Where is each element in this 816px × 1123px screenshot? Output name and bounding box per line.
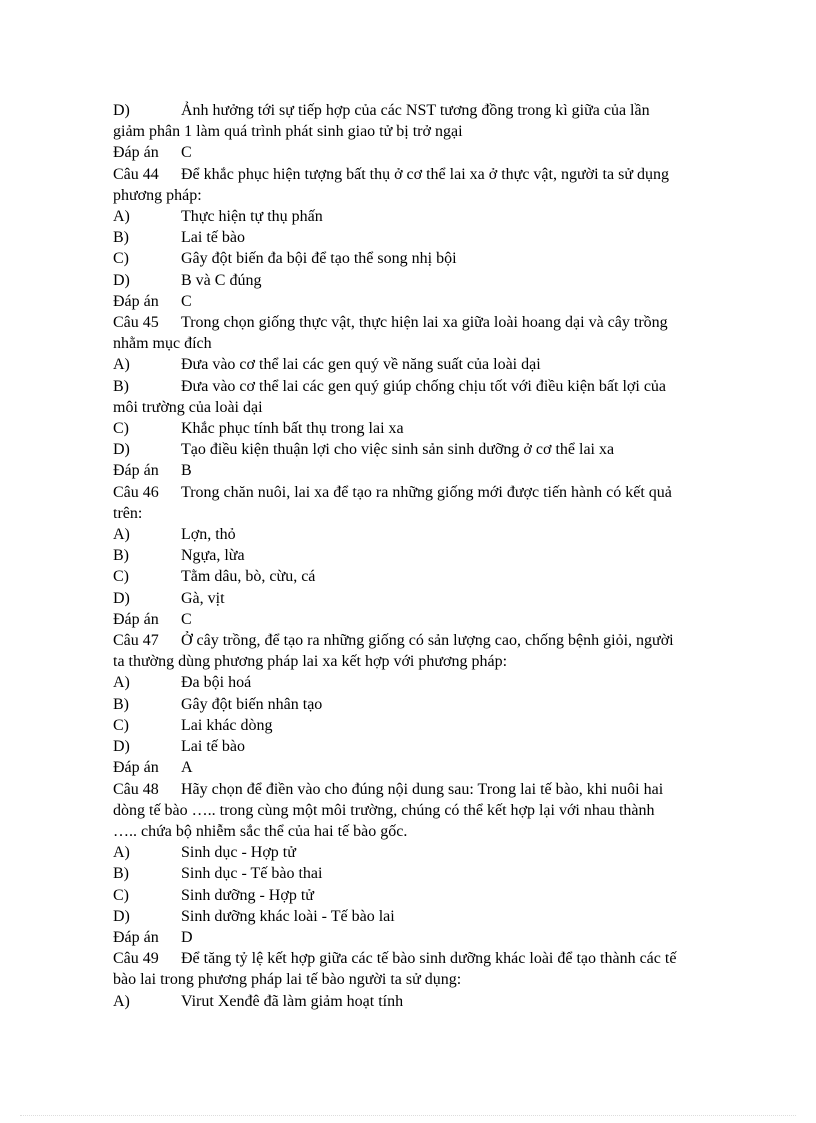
- option-line: [113, 566, 733, 587]
- option-line: [113, 736, 733, 757]
- continuation-line: [113, 800, 733, 821]
- line-text: dòng tế bào ….. trong cùng một môi trường, chúng có thể kết hợp lại với nhau thành: [113, 801, 655, 819]
- line-text: Gà, vịt: [181, 589, 225, 607]
- option-line: [113, 863, 733, 884]
- option-line: [113, 439, 733, 460]
- answer-line: [113, 609, 733, 630]
- option-line: [113, 100, 733, 121]
- line-label: Câu 48: [113, 780, 159, 798]
- continuation-line: [113, 185, 733, 206]
- line-text: B: [181, 462, 192, 480]
- line-text: ….. chứa bộ nhiễm sắc thể của hai tế bào gốc.: [113, 822, 408, 840]
- line-text: Khắc phục tính bất thụ trong lai xa: [181, 420, 404, 438]
- line-label: A): [113, 674, 130, 692]
- line-label: B): [113, 377, 129, 395]
- line-label: C): [113, 716, 129, 734]
- question-line: [113, 779, 733, 800]
- line-text: Ở cây trồng, để tạo ra những giống có sản lượng cao, chống bệnh giỏi, người: [181, 632, 674, 650]
- continuation-line: [113, 503, 733, 524]
- option-line: [113, 524, 733, 545]
- line-text: Lợn, thỏ: [181, 526, 236, 544]
- option-line: [113, 206, 733, 227]
- option-line: [113, 270, 733, 291]
- line-text: Ảnh hưởng tới sự tiếp hợp của các NST tương đồng trong kì giữa của lần: [181, 102, 650, 119]
- answer-line: [113, 142, 733, 163]
- line-label: Đáp án: [113, 610, 159, 628]
- line-label: D): [113, 271, 130, 289]
- line-text: C: [181, 292, 192, 310]
- line-label: Đáp án: [113, 462, 159, 480]
- line-text: Gây đột biến nhân tạo: [181, 695, 323, 713]
- line-label: Đáp án: [113, 759, 159, 777]
- line-label: D): [113, 907, 130, 925]
- continuation-line: [113, 397, 733, 418]
- line-text: Tằm dâu, bò, cừu, cá: [181, 568, 316, 586]
- option-line: [113, 672, 733, 693]
- question-line: [113, 164, 733, 185]
- line-text: Sinh dưỡng khác loài - Tế bào lai: [181, 907, 395, 925]
- line-text: trên:: [113, 504, 143, 522]
- line-text: phương pháp:: [113, 186, 202, 204]
- option-line: [113, 842, 733, 863]
- option-line: [113, 885, 733, 906]
- option-line: [113, 906, 733, 927]
- line-label: B): [113, 547, 129, 565]
- line-text: Để tăng tỷ lệ kết hợp giữa các tế bào sinh dưỡng khác loài để tạo thành các tế: [181, 950, 677, 968]
- line-text: giảm phân 1 làm quá trình phát sinh giao tử bị trở ngại: [113, 123, 463, 141]
- continuation-line: [113, 333, 733, 354]
- continuation-line: [113, 969, 733, 990]
- line-text: Để khắc phục hiện tượng bất thụ ở cơ thể lai xa ở thực vật, người ta sử dụng: [181, 165, 669, 183]
- line-text: Đưa vào cơ thể lai các gen quý giúp chống chịu tốt với điều kiện bất lợi của: [181, 377, 667, 395]
- line-label: A): [113, 356, 130, 374]
- line-label: Đáp án: [113, 928, 159, 946]
- line-label: Câu 45: [113, 314, 159, 332]
- question-line: [113, 312, 733, 333]
- line-text: C: [181, 144, 192, 162]
- line-text: A: [181, 759, 193, 777]
- line-label: Câu 46: [113, 483, 159, 501]
- line-text: Gây đột biến đa bội để tạo thể song nhị bội: [181, 250, 457, 268]
- line-text: Trong chăn nuôi, lai xa để tạo ra những giống mới được tiến hành có kết quả: [181, 483, 672, 501]
- question-line: [113, 948, 733, 969]
- line-text: Trong chọn giống thực vật, thực hiện lai xa giữa loài hoang dại và cây trồng: [181, 314, 668, 332]
- line-label: D): [113, 441, 130, 459]
- line-label: C): [113, 886, 129, 904]
- page-bottom-rule: [20, 1115, 796, 1116]
- question-line: [113, 482, 733, 503]
- option-line: [113, 545, 733, 566]
- answer-line: [113, 460, 733, 481]
- option-line: [113, 418, 733, 439]
- line-text: bào lai trong phương pháp lai tế bào người ta sử dụng:: [113, 971, 462, 989]
- line-text: Ngựa, lừa: [181, 547, 245, 565]
- option-line: [113, 227, 733, 248]
- question-line: [113, 630, 733, 651]
- line-text: Thực hiện tự thụ phấn: [181, 208, 323, 226]
- option-line: [113, 376, 733, 397]
- line-text: Lai tế bào: [181, 738, 245, 756]
- line-label: A): [113, 844, 130, 862]
- line-label: A): [113, 992, 130, 1010]
- option-line: [113, 354, 733, 375]
- answer-line: [113, 927, 733, 948]
- continuation-line: [113, 821, 733, 842]
- option-line: [113, 991, 733, 1012]
- line-label: Đáp án: [113, 144, 159, 162]
- continuation-line: [113, 651, 733, 672]
- line-text: Sinh dưỡng - Hợp tử: [181, 886, 314, 904]
- option-line: [113, 248, 733, 269]
- line-text: nhằm mục đích: [113, 335, 212, 353]
- line-text: Tạo điều kiện thuận lợi cho việc sinh sản sinh dưỡng ở cơ thể lai xa: [181, 441, 615, 459]
- line-label: C): [113, 420, 129, 438]
- line-label: A): [113, 208, 130, 226]
- line-text: môi trường của loài dại: [113, 398, 263, 416]
- line-text: Hãy chọn để điền vào cho đúng nội dung sau: Trong lai tế bào, khi nuôi hai: [181, 780, 664, 798]
- option-line: [113, 588, 733, 609]
- line-text: B và C đúng: [181, 271, 262, 289]
- option-line: [113, 715, 733, 736]
- line-text: Đưa vào cơ thể lai các gen quý về năng suất của loài dại: [181, 356, 541, 374]
- line-label: Câu 49: [113, 950, 159, 968]
- line-label: B): [113, 229, 129, 247]
- continuation-line: [113, 121, 733, 142]
- line-label: C): [113, 250, 129, 268]
- line-label: Câu 47: [113, 632, 159, 650]
- line-label: D): [113, 102, 130, 119]
- line-label: C): [113, 568, 129, 586]
- line-label: Câu 44: [113, 165, 159, 183]
- line-label: D): [113, 738, 130, 756]
- line-text: Sinh dục - Tế bào thai: [181, 865, 323, 883]
- line-text: D: [181, 928, 193, 946]
- line-text: C: [181, 610, 192, 628]
- document-page: [113, 100, 733, 1012]
- line-label: B): [113, 695, 129, 713]
- line-label: D): [113, 589, 130, 607]
- line-text: Lai tế bào: [181, 229, 245, 247]
- option-line: [113, 694, 733, 715]
- line-label: A): [113, 526, 130, 544]
- line-text: Virut Xenđê đã làm giảm hoạt tính: [181, 992, 404, 1010]
- answer-line: [113, 291, 733, 312]
- line-text: ta thường dùng phương pháp lai xa kết hợp với phương pháp:: [113, 653, 508, 671]
- line-text: Lai khác dòng: [181, 716, 273, 734]
- line-label: B): [113, 865, 129, 883]
- line-text: Đa bội hoá: [181, 674, 252, 692]
- line-text: Sinh dục - Hợp tử: [181, 844, 296, 862]
- line-label: Đáp án: [113, 292, 159, 310]
- answer-line: [113, 757, 733, 778]
